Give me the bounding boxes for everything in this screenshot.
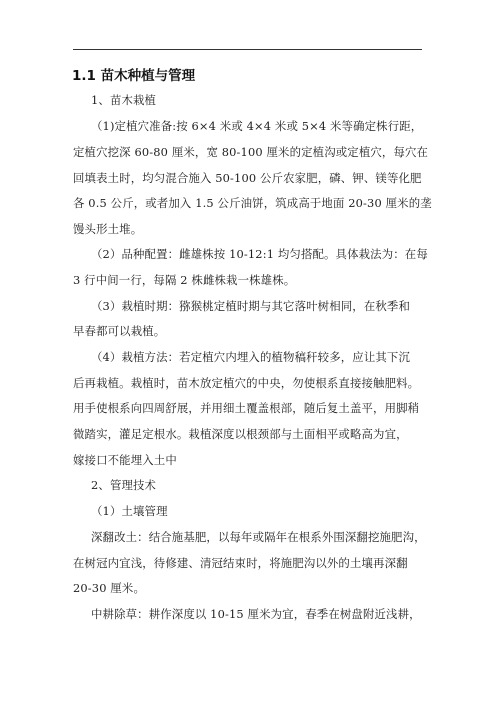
text-line: 嫁接口不能埋入土中 [73, 453, 177, 467]
text-line: 2、管理技术 [91, 478, 157, 492]
section-heading: 1.1 苗木种植与管理 [72, 68, 196, 84]
text-line: 3 行中间一行，每隔 2 株雌株栽一株雄株。 [73, 273, 296, 287]
text-line: 中耕除草：耕作深度以 10-15 厘米为宜，春季在树盘附近浅耕， [91, 607, 421, 621]
text-line: （1）土壤管理 [91, 504, 168, 518]
text-line: 各 0.5 公斤，或者加入 1.5 公斤油饼，筑成高于地面 20-30 厘米的垄 [73, 196, 432, 210]
text-line: 后再栽植。栽植时，苗木放定植穴的中央，勿使根系直接接触肥料。 [73, 376, 420, 390]
header-rule [73, 49, 422, 50]
text-line: 馒头形土堆。 [73, 222, 143, 236]
text-line: （3）栽植时期：猕猴桃定植时期与其它落叶树相同，在秋季和 [91, 299, 410, 313]
text-line: 回填表土时，均匀混合施入 50-100 公斤农家肥，磷、钾、镁等化肥 [73, 171, 422, 185]
text-line: 1、苗木栽植 [91, 93, 157, 107]
text-line: 定植穴挖深 60-80 厘米，宽 80-100 厘米的定植沟或定植穴，每穴在 [73, 145, 429, 159]
text-line: 微踏实，灌足定根水。栽植深度以根颈部与土面相平或略高为宜， [73, 427, 408, 441]
text-line: 深翻改土：结合施基肥，以每年或隔年在根系外围深翻挖施肥沟， [91, 530, 426, 544]
text-line: 在树冠内宜浅，待修建、清冠结束时，将施肥沟以外的土壤再深翻 [73, 556, 408, 570]
text-line: 用手使根系向四周舒展，并用细土覆盖根部，随后复土盖平，用脚稍 [73, 401, 420, 415]
text-line: （1)定植穴准备:按 6×4 米或 4×4 米或 5×4 米等确定株行距， [91, 119, 423, 133]
text-line: （2）品种配置：雌雄株按 10-12:1 均匀搭配。具体栽法为：在每 [91, 247, 428, 261]
text-line: （4）栽植方法：若定植穴内埋入的植物稿秆较多，应让其下沉 [91, 350, 410, 364]
text-line: 20-30 厘米。 [73, 581, 145, 595]
text-line: 早春都可以栽植。 [73, 324, 166, 338]
